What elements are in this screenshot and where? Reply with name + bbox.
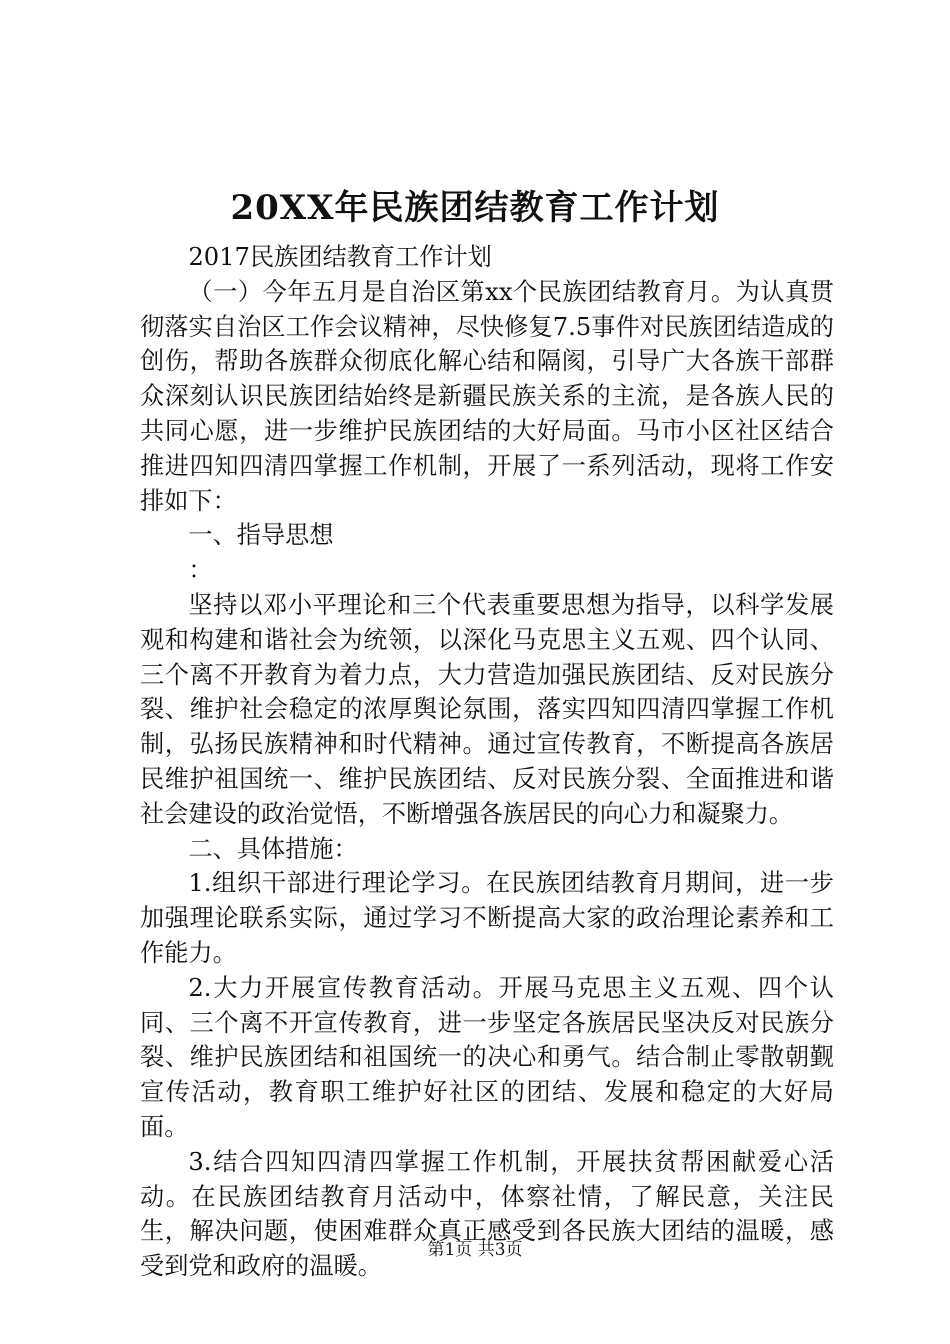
document-title: 20XX年民族团结教育工作计划 [230, 188, 720, 228]
document-body [140, 240, 834, 1284]
colon-line: ： [188, 556, 213, 585]
measure-3-paragraph: 3.结合四知四清四掌握工作机制，开展扶贫帮困献爱心活动。在民族团结教育月活动中，体察社情，了解民意，关注民生，解决问题，使困难群众真正感受到各民族大团结的温暖，感受到党和政府的温暖。 [140, 1147, 834, 1281]
page-footer: 第1页 共3页 [427, 1240, 523, 1260]
section-heading-measures: 二、具体措施： [188, 834, 358, 863]
intro-paragraph: （一）今年五月是自治区第xx个民族团结教育月。为认真贯彻落实自治区工作会议精神，尽快修复7.5事件对民族团结造成的创伤，帮助各族群众彻底化解心结和隔阂，引导广大各族干部群众深刻认识民族团结始终是新疆民族关系的主流，是各族人民的共同心愿，进一步维护民族团结的大好局面。马市小区社区结合推进四知四清四掌握工作机制，开展了一系列活动，现将工作安排如下： [140, 277, 834, 515]
measure-1-paragraph: 1.组织干部进行理论学习。在民族团结教育月期间，进一步加强理论联系实际，通过学习不断提高大家的政治理论素养和工作能力。 [140, 869, 834, 967]
guiding-thought-paragraph: 坚持以邓小平理论和三个代表重要思想为指导，以科学发展观和构建和谐社会为统领，以深化马克思主义五观、四个认同、三个离不开教育为着力点，大力营造加强民族团结、反对民族分裂、维护社会稳定的浓厚舆论氛围，落实四知四清四掌握工作机制，弘扬民族精神和时代精神。通过宣传教育，不断提高各族居民维护祖国统一、维护民族团结、反对民族分裂、全面推进和谐社会建设的政治觉悟，不断增强各族居民的向心力和凝聚力。 [140, 590, 834, 828]
measure-2-paragraph: 2.大力开展宣传教育活动。开展马克思主义五观、四个认同、三个离不开宣传教育，进一步坚定各族居民坚决反对民族分裂、维护民族团结和祖国统一的决心和勇气。结合制止零散朝觐宣传活动，教育职工维护好社区的团结、发展和稳定的大好局面。 [140, 973, 834, 1141]
section-heading-guiding-thought: 一、指导思想 [188, 521, 334, 550]
subtitle-paragraph: 2017民族团结教育工作计划 [188, 243, 492, 271]
